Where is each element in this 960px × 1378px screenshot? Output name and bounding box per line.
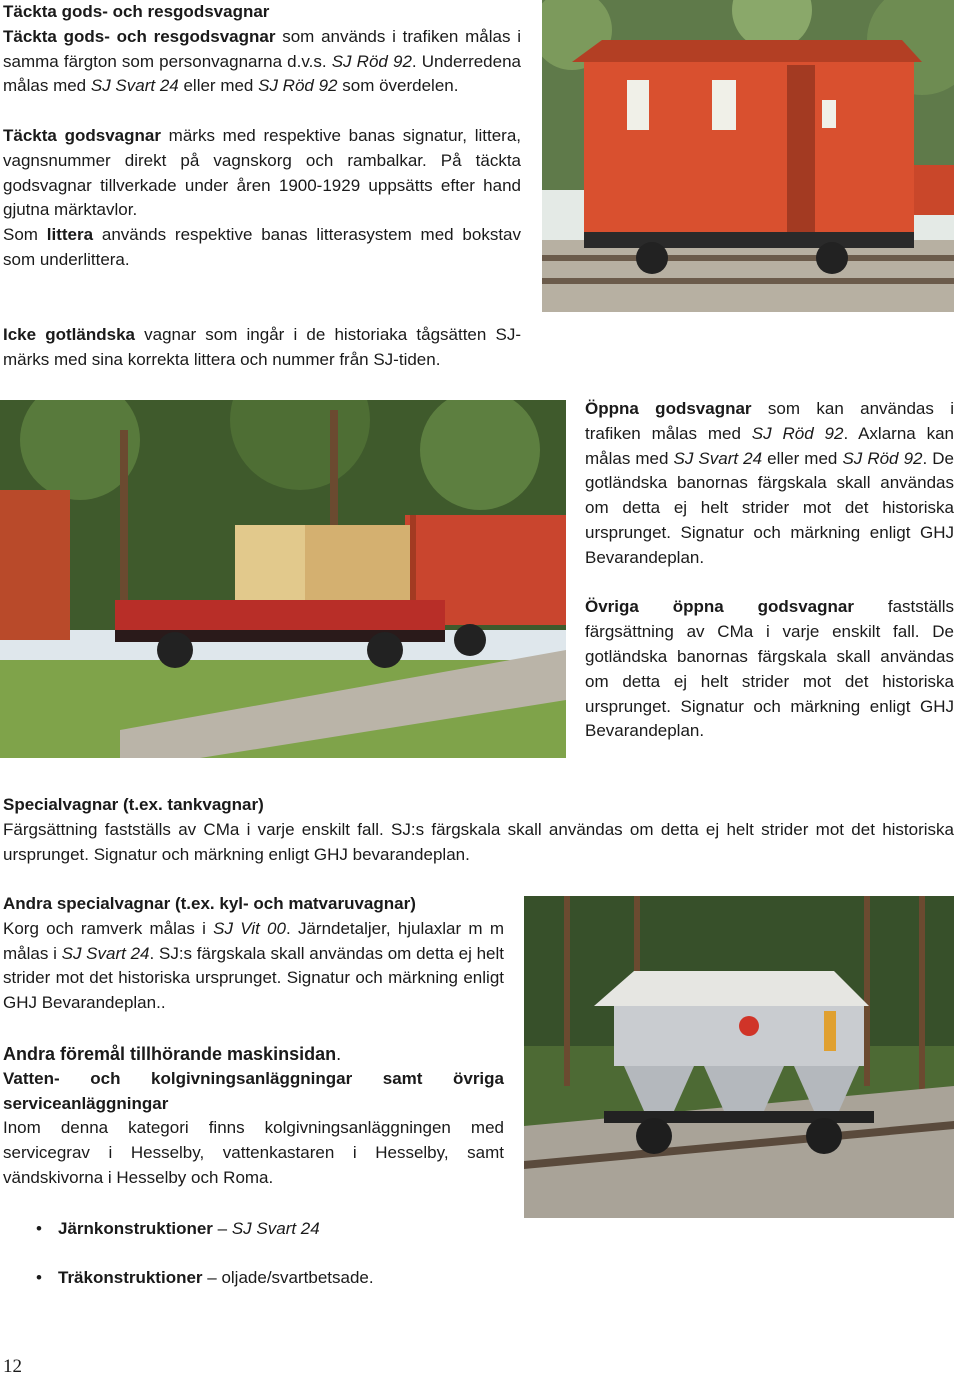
bullet-dot: • [36, 1219, 42, 1238]
bullet-iron: • Järnkonstruktioner – SJ Svart 24 [36, 1217, 320, 1242]
covered-wagons-title: Täckta gods- och resgodsvagnar [3, 2, 270, 21]
bullet-wood: • Träkonstruktioner – oljade/svartbetsade. [36, 1266, 374, 1291]
page-number: 12 [3, 1356, 22, 1377]
photo-red-covered-wagon [542, 0, 954, 312]
non-gotland-text [3, 323, 521, 373]
other-special-text [3, 892, 504, 1016]
other-special-body: Korg och ramverk målas i SJ Vit 00. Järndetaljer, hjulaxlar m m målas i SJ Svart 24. SJ:s färgskala skall användas om detta ej helt strider mot det historiska ursprunget. Signatur och märkning enligt GHJ Bevarandeplan.. [3, 918, 504, 1013]
covered-wagons-text [3, 0, 521, 273]
littera-paragraph: Som littera används respektive banas litterasystem med bokstav som underlittera. [3, 225, 521, 269]
machine-heading: Andra föremål tillhörande maskinsidan. [3, 1044, 342, 1064]
machine-subheading: Vatten- och kolgivningsanläggningar samt övriga serviceanläggningar [3, 1068, 504, 1113]
covered-wagons-intro: Täckta gods- och resgodsvagnar som används i trafiken målas i samma färgton som personvagnarna d.v.s. SJ Röd 92. Underredena målas med SJ Svart 24 eller med SJ Röd 92 som överdelen. [3, 26, 522, 96]
special-wagons-heading: Specialvagnar (t.ex. tankvagnar) [3, 795, 264, 814]
covered-wagons-marking: Täckta godsvagnar märks med respektive banas signatur, littera, vagnsnummer direkt på vagnskorg och rambalkar. På täckta godsvagnar tillverkade under åren 1900-1929 uppsätts efter hand gjutna märktavlor. [3, 125, 521, 220]
other-open-wagons-paragraph: Övriga öppna godsvagnar fastställs färgsättning av CMa i varje enskilt fall. De gotländska banornas färgskala skall användas om detta ej helt strider mot det historiska ursprunget. Signatur och märkning enligt GHJ Bevarandeplan. [585, 597, 955, 741]
other-special-heading: Andra specialvagnar (t.ex. kyl- och matvaruvagnar) [3, 894, 416, 913]
open-wagons-paragraph: Öppna godsvagnar som kan användas i trafiken målas med SJ Röd 92. Axlarna kan målas med SJ Svart 24 eller med SJ Röd 92. De gotländska banornas färgskala skall användas om detta ej helt strider mot det historiska ursprunget. Signatur och märkning enligt GHJ Bevarandeplan. [585, 399, 954, 567]
machine-body: Inom denna kategori finns kolgivningsanläggningen med servicegrav i Hesselby, vattenkastaren i Hesselby, samt vändskivorna i Hesselby och Roma. [3, 1118, 504, 1187]
open-wagons-text [585, 397, 954, 744]
bullet-dot: • [36, 1268, 42, 1287]
machine-text [3, 1042, 504, 1191]
photo-open-wagon-timber [0, 400, 566, 758]
non-gotland-paragraph: Icke gotländska vagnar som ingår i de historiaka tågsätten SJ-märks med sina korrekta littera och nummer från SJ-tiden. [3, 325, 521, 369]
special-wagons-body: Färgsättning fastställs av CMa i varje enskilt fall. SJ:s färgskala skall användas om detta ej helt strider mot det historiska ursprunget. Signatur och märkning enligt GHJ bevarandeplan. [3, 819, 954, 864]
special-wagons-text [3, 793, 954, 867]
photo-hopper-wagon [524, 896, 954, 1218]
